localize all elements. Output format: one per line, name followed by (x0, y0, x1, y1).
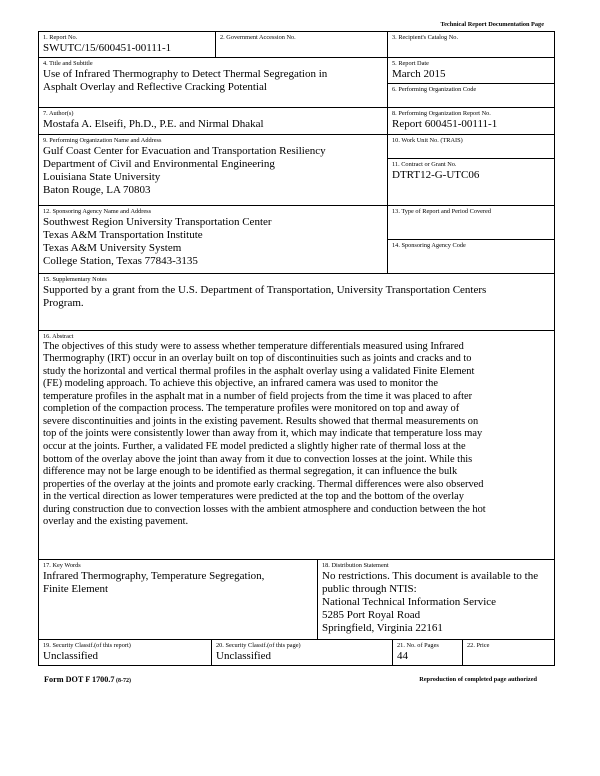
reproduction-note: Reproduction of completed page authorized (419, 676, 537, 683)
form-number (44, 675, 131, 684)
report-type-period-cell (388, 205, 555, 239)
report-no-value: SWUTC/15/600451-00111-1 (43, 42, 172, 54)
report-date-value: March 2015 (392, 68, 446, 81)
security-class-report-cell (39, 639, 212, 665)
distribution-line: Springfield, Virginia 22161 (322, 622, 443, 635)
supplementary-notes-cell (39, 273, 555, 330)
abstract-line: bottom of the overlay above the joint than away from it due to convection losses at the joint. While this (43, 453, 473, 465)
notes-line: Supported by a grant from the U.S. Department of Transportation, University Transportation Centers (43, 283, 487, 296)
abstract-line: during construction due to convection losses with the ambient atmosphere and conduction between the hot (43, 503, 486, 515)
performing-org-code-label: 6. Performing Organization Code (392, 86, 477, 94)
distribution-line: National Technical Information Service (322, 596, 497, 609)
recipient-catalog-label: 3. Recipient's Catalog No. (392, 34, 459, 41)
performing-org-report-no-cell (388, 108, 555, 134)
performing-org-report-no-label: 8. Performing Organization Report No. (392, 110, 491, 118)
sponsoring-agency-label: 12. Sponsoring Agency Name and Address (43, 207, 152, 215)
address-line: Texas A&M Transportation Institute (43, 228, 203, 241)
address-line: Texas A&M University System (43, 242, 182, 255)
authors-value: Mostafa A. Elseifi, Ph.D., P.E. and Nirmal Dhakal (43, 118, 264, 131)
key-words-label: 17. Key Words (43, 561, 81, 569)
address-line: Department of Civil and Environmental Engineering (43, 157, 275, 170)
authors-label: 7. Author(s) (43, 110, 74, 118)
performing-org-name-cell (39, 134, 388, 205)
sponsoring-agency-code-label: 14. Sponsoring Agency Code (392, 241, 466, 249)
security-class-page-value: Unclassified (216, 649, 271, 662)
title-subtitle-cell (39, 58, 388, 108)
contract-grant-no-label: 11. Contract or Grant No. (392, 160, 457, 168)
sponsoring-agency-code-cell (388, 239, 555, 273)
no-of-pages-cell (393, 639, 463, 665)
abstract-line: temperature profiles in the asphalt mat in a number of field projects from the time it was placed to after (43, 390, 473, 402)
abstract-cell (39, 330, 555, 559)
abstract-line: occur at the joints. Further, a validated FE model predicted a slightly higher rate of thermal loss at the (43, 440, 466, 452)
price-cell (463, 639, 555, 665)
recipient-catalog-cell (388, 32, 555, 58)
security-class-page-cell (212, 639, 393, 665)
abstract-line: completion of the compaction process. The temperature profiles were monitored on top and away of (43, 403, 460, 415)
abstract-line: Thermography (IRT) occur in an overlay built on top of discontinuities such as joints and cracks and to (43, 353, 472, 365)
title-subtitle-label: 4. Title and Subtitle (43, 60, 93, 68)
supplementary-notes-label: 15. Supplementary Notes (43, 275, 107, 283)
gov-accession-cell (216, 32, 388, 58)
form-number-text: Form DOT F 1700.7 (44, 675, 115, 684)
abstract-line: properties of the overlay at the joints and promote early cracking. Thermal differences were also observed (43, 478, 484, 490)
sponsoring-agency-cell (39, 205, 388, 273)
authors-cell (39, 108, 388, 134)
work-unit-no-cell (388, 134, 555, 158)
title-line: Asphalt Overlay and Reflective Cracking Potential (43, 81, 267, 94)
key-words-cell (39, 559, 318, 639)
title-line: Use of Infrared Thermography to Detect Thermal Segregation in (43, 68, 328, 81)
security-class-report-label: 19. Security Classif.(of this report) (43, 641, 131, 649)
abstract-line: (FE) modeling approach. To achieve this objective, an infrared camera was used to monitor the (43, 378, 438, 390)
performing-org-code-cell (388, 84, 555, 108)
address-line: College Station, Texas 77843-3135 (43, 255, 198, 268)
address-line: Louisiana State University (43, 171, 161, 184)
key-words-line: Infrared Thermography, Temperature Segregation, (43, 569, 265, 582)
price-label: 22. Price (467, 641, 490, 649)
abstract-line: overlay and the existing pavement. (43, 516, 189, 528)
abstract-line: in the vertical direction as lower temperatures were predicted at the top and the bottom of the overlay (43, 491, 464, 503)
form-header-title: Technical Report Documentation Page (440, 21, 544, 28)
report-date-cell (388, 58, 555, 84)
abstract-line: difference may not be large enough to be identified as thermal segregation, it can influence the bulk (43, 466, 458, 478)
report-date-label: 5. Report Date (392, 60, 429, 68)
abstract-line: top of the joints were consistently lower than away from it, which may indicate that temperature loss may (43, 428, 483, 440)
address-line: Gulf Coast Center for Evacuation and Transportation Resiliency (43, 144, 326, 157)
address-line: Southwest Region University Transportation Center (43, 215, 272, 228)
distribution-line: No restrictions. This document is available to the (322, 569, 539, 582)
distribution-line: 5285 Port Royal Road (322, 609, 421, 622)
gov-accession-label: 2. Government Accession No. (220, 34, 296, 41)
distribution-line: public through NTIS: (322, 582, 417, 595)
security-class-report-value: Unclassified (43, 649, 98, 662)
no-of-pages-value: 44 (397, 649, 409, 662)
abstract-line: study the horizontal and vertical thermal profiles in the asphalt overlay using a validated Finite Element (43, 365, 475, 377)
performing-org-name-label: 9. Performing Organization Name and Address (43, 136, 162, 144)
abstract-label: 16. Abstract (43, 332, 74, 340)
report-no-label: 1. Report No. (43, 34, 78, 41)
no-of-pages-label: 21. No. of Pages (397, 641, 439, 649)
key-words-line: Finite Element (43, 582, 109, 595)
notes-line: Program. (43, 296, 84, 309)
address-line: Baton Rouge, LA 70803 (43, 184, 151, 197)
form-revision: (8-72) (114, 678, 131, 684)
performing-org-report-no-value: Report 600451-00111-1 (392, 118, 498, 131)
security-class-page-label: 20. Security Classif.(of this page) (216, 641, 301, 649)
contract-grant-no-cell (388, 158, 555, 205)
report-type-period-label: 13. Type of Report and Period Covered (392, 207, 491, 215)
contract-grant-no-value: DTRT12-G-UTC06 (392, 168, 480, 181)
report-no-cell (39, 32, 216, 58)
abstract-line: The objectives of this study were to assess whether temperature differentials measured using Infrared (43, 340, 464, 352)
distribution-statement-label: 18. Distribution Statement (322, 561, 389, 569)
report-documentation-form (38, 31, 555, 666)
distribution-statement-cell (318, 559, 555, 639)
work-unit-no-label: 10. Work Unit No. (TRAIS) (392, 136, 463, 144)
abstract-line: severe discontinuities and joints in the existing pavement. Results showed that thermal measurements on (43, 415, 479, 427)
